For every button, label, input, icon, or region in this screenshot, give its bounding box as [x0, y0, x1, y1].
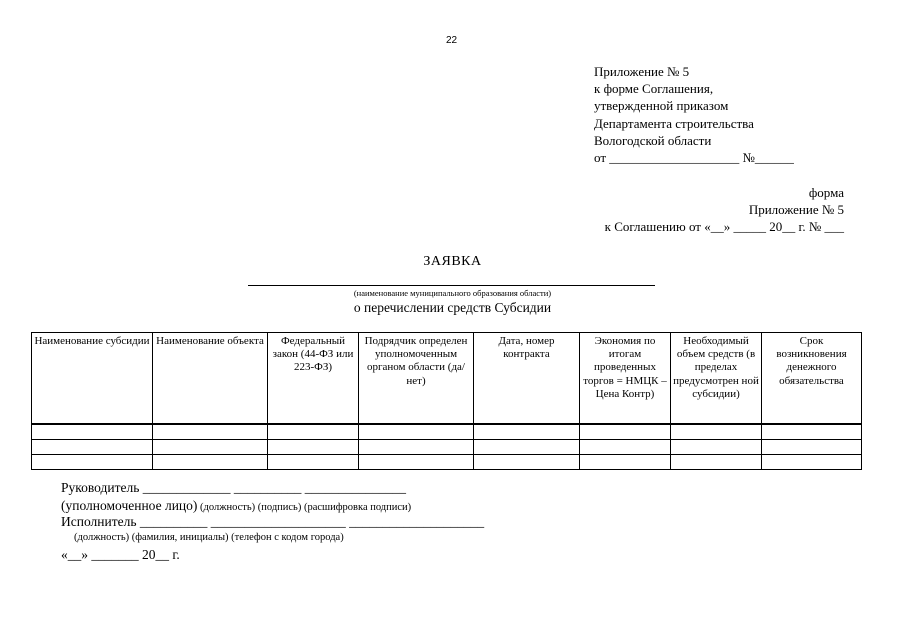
- municipality-name-caption: (наименование муниципального образования области): [353, 288, 552, 298]
- table-cell[interactable]: [359, 440, 474, 455]
- table-cell[interactable]: [268, 424, 359, 440]
- header-required-amount: Необходимый объем средств (в пределах предусмотрен ной субсидии): [671, 333, 762, 425]
- table-row: [32, 455, 862, 470]
- executor-signature-caption: (должность) (фамилия, инициалы) (телефон с кодом города): [74, 532, 344, 543]
- header-federal-law: Федеральный закон (44-ФЗ или 223-ФЗ): [268, 333, 359, 425]
- authorized-person-label: (уполномоченное лицо): [61, 498, 198, 513]
- table-cell[interactable]: [153, 440, 268, 455]
- document-subtitle: о перечислении средств Субсидии: [353, 300, 552, 315]
- table-cell[interactable]: [268, 440, 359, 455]
- table-cell[interactable]: [153, 424, 268, 440]
- table-cell[interactable]: [580, 424, 671, 440]
- appendix-line: Приложение № 5: [594, 64, 690, 79]
- form-appendix-number: Приложение № 5: [748, 202, 844, 217]
- table-row: [32, 440, 862, 455]
- header-savings: Экономия по итогам проведенных торгов = НМЦК – Цена Контр): [580, 333, 671, 425]
- header-subsidy-name: Наименование субсидии: [32, 333, 153, 425]
- table-cell[interactable]: [32, 455, 153, 470]
- table-cell[interactable]: [580, 440, 671, 455]
- table-cell[interactable]: [359, 455, 474, 470]
- table-cell[interactable]: [268, 455, 359, 470]
- municipality-name-line: [248, 285, 655, 286]
- table-cell[interactable]: [671, 455, 762, 470]
- appendix-line: Вологодской области: [594, 132, 712, 148]
- header-obligation-term: Срок возникновения денежного обязательства: [762, 333, 862, 425]
- table-cell[interactable]: [762, 440, 862, 455]
- table-row: [32, 424, 862, 440]
- table-cell[interactable]: [671, 440, 762, 455]
- page-number: 22: [446, 35, 458, 46]
- table-cell[interactable]: [580, 455, 671, 470]
- header-object-name: Наименование объекта: [153, 333, 268, 425]
- date-line: «__» _______ 20__ г.: [61, 547, 180, 562]
- form-label: форма: [808, 185, 844, 200]
- executor-signature-line: Исполнитель __________ ____________________ ____________________: [61, 514, 485, 529]
- table-cell[interactable]: [671, 424, 762, 440]
- form-header-block: [605, 184, 844, 235]
- appendix-line: Департамента строительства: [594, 115, 754, 131]
- table-cell[interactable]: [762, 424, 862, 440]
- document-title: ЗАЯВКА: [423, 254, 482, 269]
- appendix-line: утвержденной приказом: [594, 98, 729, 114]
- table-cell[interactable]: [762, 455, 862, 470]
- head-caption-fields: (должность) (подпись) (расшифровка подписи): [197, 502, 412, 513]
- header-contract-date-number: Дата, номер контракта: [474, 333, 580, 425]
- table-cell[interactable]: [32, 424, 153, 440]
- table-cell[interactable]: [474, 424, 580, 440]
- head-signature-caption: [61, 497, 411, 515]
- subsidy-request-table: [31, 332, 862, 470]
- header-contractor: Подрядчик определен уполномоченным органом области (да/нет): [359, 333, 474, 425]
- appendix-line: от ____________________ №______: [594, 150, 794, 166]
- form-agreement-reference: к Соглашению от «__» _____ 20__ г. № ___: [604, 219, 844, 234]
- table-cell[interactable]: [32, 440, 153, 455]
- table-cell[interactable]: [474, 440, 580, 455]
- table-cell[interactable]: [359, 424, 474, 440]
- table-cell[interactable]: [474, 455, 580, 470]
- table-cell[interactable]: [153, 455, 268, 470]
- appendix-line: к форме Соглашения,: [594, 81, 714, 97]
- head-signature-line: Руководитель _____________ __________ _______________: [61, 480, 407, 495]
- table-header-row: [32, 333, 862, 425]
- appendix-block: [594, 63, 794, 166]
